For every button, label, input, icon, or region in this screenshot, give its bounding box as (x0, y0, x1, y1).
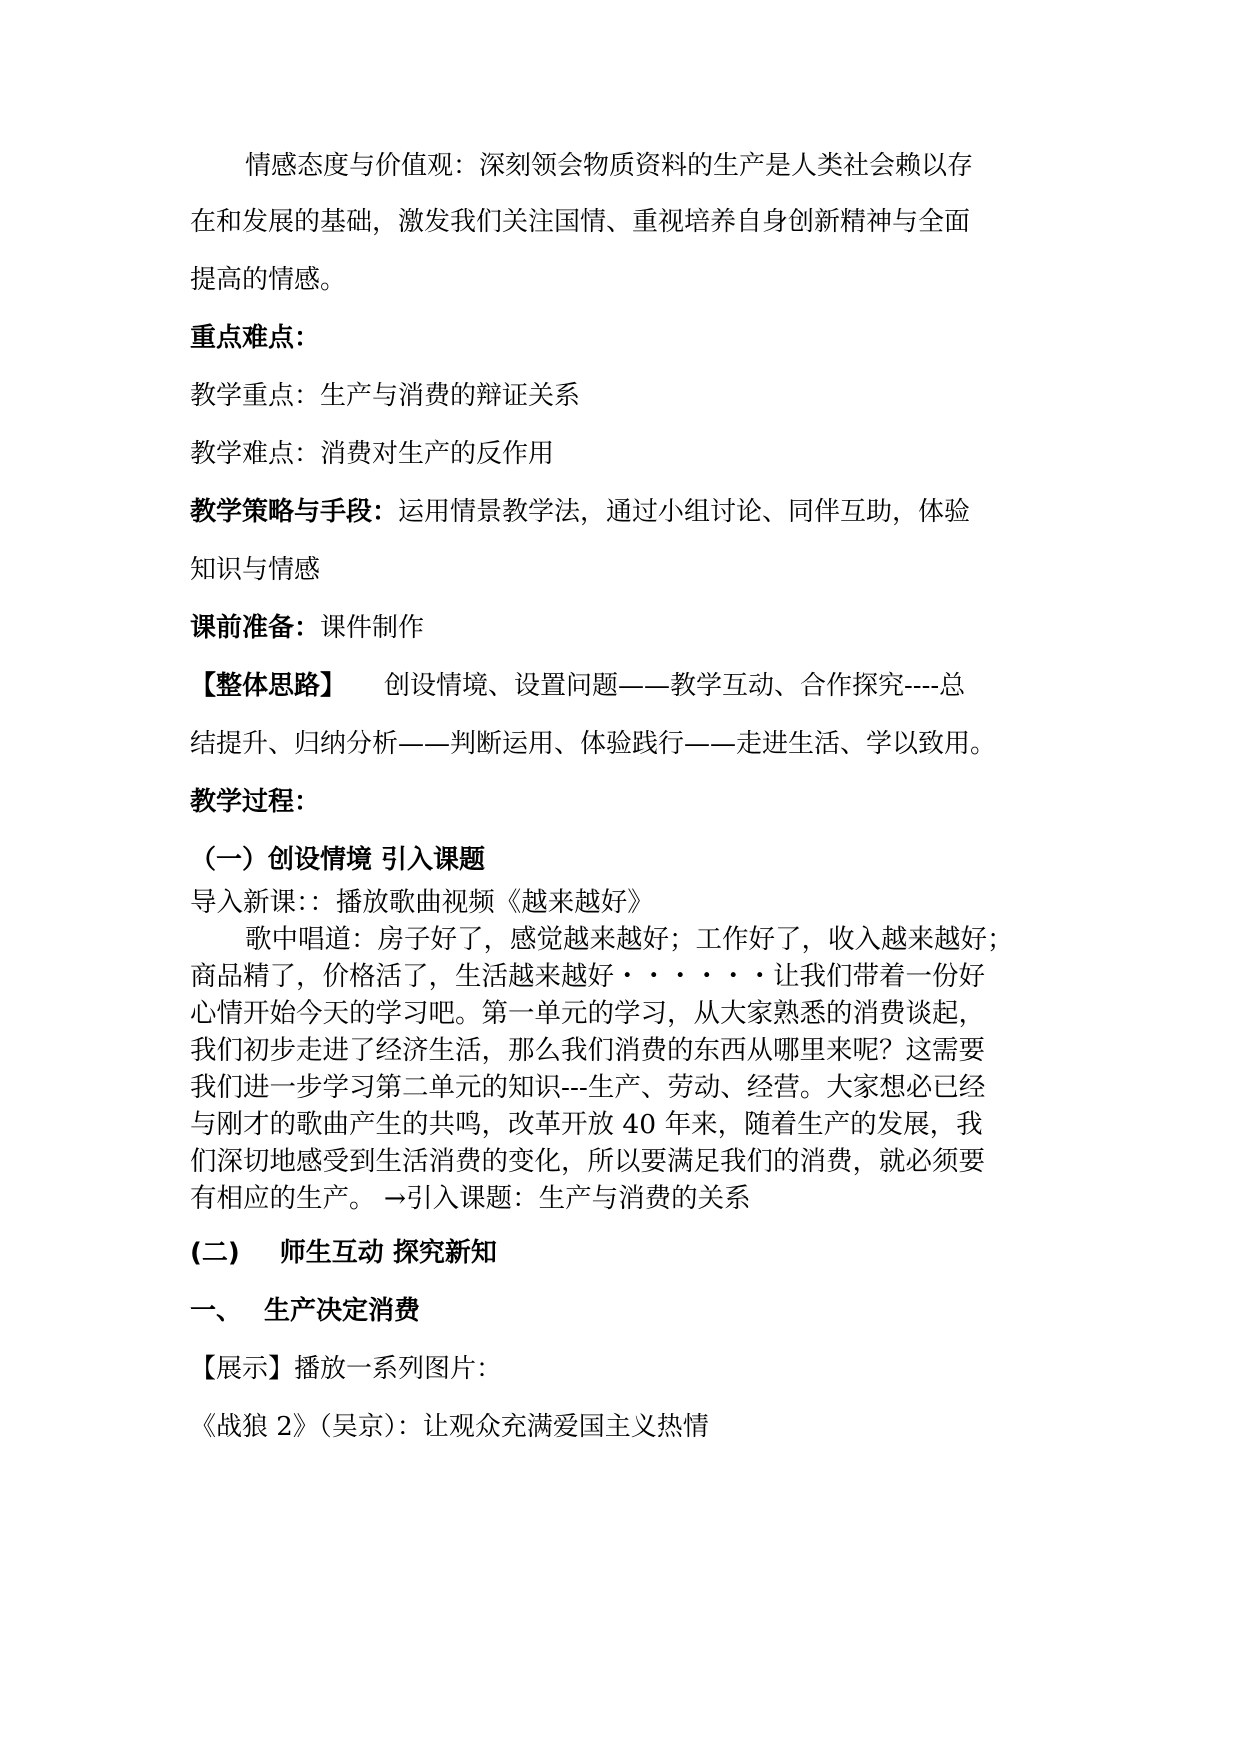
strategy-line (190, 494, 970, 530)
intro-line: 们深切地感受到生活消费的变化，所以要满足我们的消费，就必须要 (190, 1146, 985, 1177)
film-line: 《战狼 2》（吴京）：让观众充满爱国主义热情 (190, 1412, 709, 1442)
intro-line: 导入新课：：播放歌曲视频《越来越好》 (190, 887, 654, 918)
paragraph-line: 情感态度与价值观：深刻领会物质资料的生产是人类社会赖以存 (245, 151, 974, 181)
intro-line: 心情开始今天的学习吧。第一单元的学习，从大家熟悉的消费谈起， (190, 998, 985, 1029)
paragraph-line: 提高的情感。 (190, 265, 347, 295)
intro-line: 有相应的生产。 →引入课题：生产与消费的关系 (190, 1183, 751, 1214)
heading-keypoints: 重点难点： (190, 323, 321, 353)
strategy-label: 教学策略与手段： (190, 497, 399, 527)
intro-line: 歌中唱道：房子好了，感觉越来越好；工作好了，收入越来越好； (245, 924, 1014, 955)
section-2-heading (190, 1235, 497, 1271)
difficulty: 教学难点：消费对生产的反作用 (190, 439, 555, 469)
section-1-heading: （一）创设情境 引入课题 (190, 845, 486, 875)
approach-text: 创设情境、设置问题——教学互动、合作探究----总 (384, 671, 966, 701)
section-2-title: 师生互动 探究新知 (279, 1238, 497, 1268)
prep-label: 课前准备： (190, 613, 321, 643)
approach-label: 【整体思路】 (190, 671, 347, 701)
key-point: 教学重点：生产与消费的辩证关系 (190, 381, 581, 411)
intro-line: 我们进一步学习第二单元的知识---生产、劳动、经营。大家想必已经 (190, 1072, 986, 1103)
section-3-title: 生产决定消费 (264, 1296, 421, 1326)
prep-line (190, 610, 424, 646)
strategy-line-2: 知识与情感 (190, 555, 321, 585)
intro-line: 与刚才的歌曲产生的共鸣，改革开放 40 年来，随着生产的发展，我 (190, 1109, 983, 1140)
paragraph-line: 在和发展的基础，激发我们关注国情、重视培养自身创新精神与全面 (190, 207, 971, 237)
intro-line: 我们初步走进了经济生活，那么我们消费的东西从哪里来呢？这需要 (190, 1035, 985, 1066)
section-3-heading (190, 1293, 420, 1329)
intro-line: 商品精了，价格活了，生活越来越好・・・・・・让我们带着一份好 (190, 961, 985, 992)
heading-process: 教学过程： (190, 787, 321, 817)
approach-line (190, 668, 965, 704)
prep-text: 课件制作 (320, 613, 425, 643)
strategy-text: 运用情景教学法，通过小组讨论、同伴互助，体验 (398, 497, 971, 527)
show-line: 【展示】播放一系列图片： (190, 1354, 503, 1384)
section-3-number: 一、 (190, 1296, 243, 1326)
approach-line-2: 结提升、归纳分析——判断运用、体验践行——走进生活、学以致用。 (190, 729, 997, 759)
section-2-number: (二) (190, 1238, 240, 1268)
